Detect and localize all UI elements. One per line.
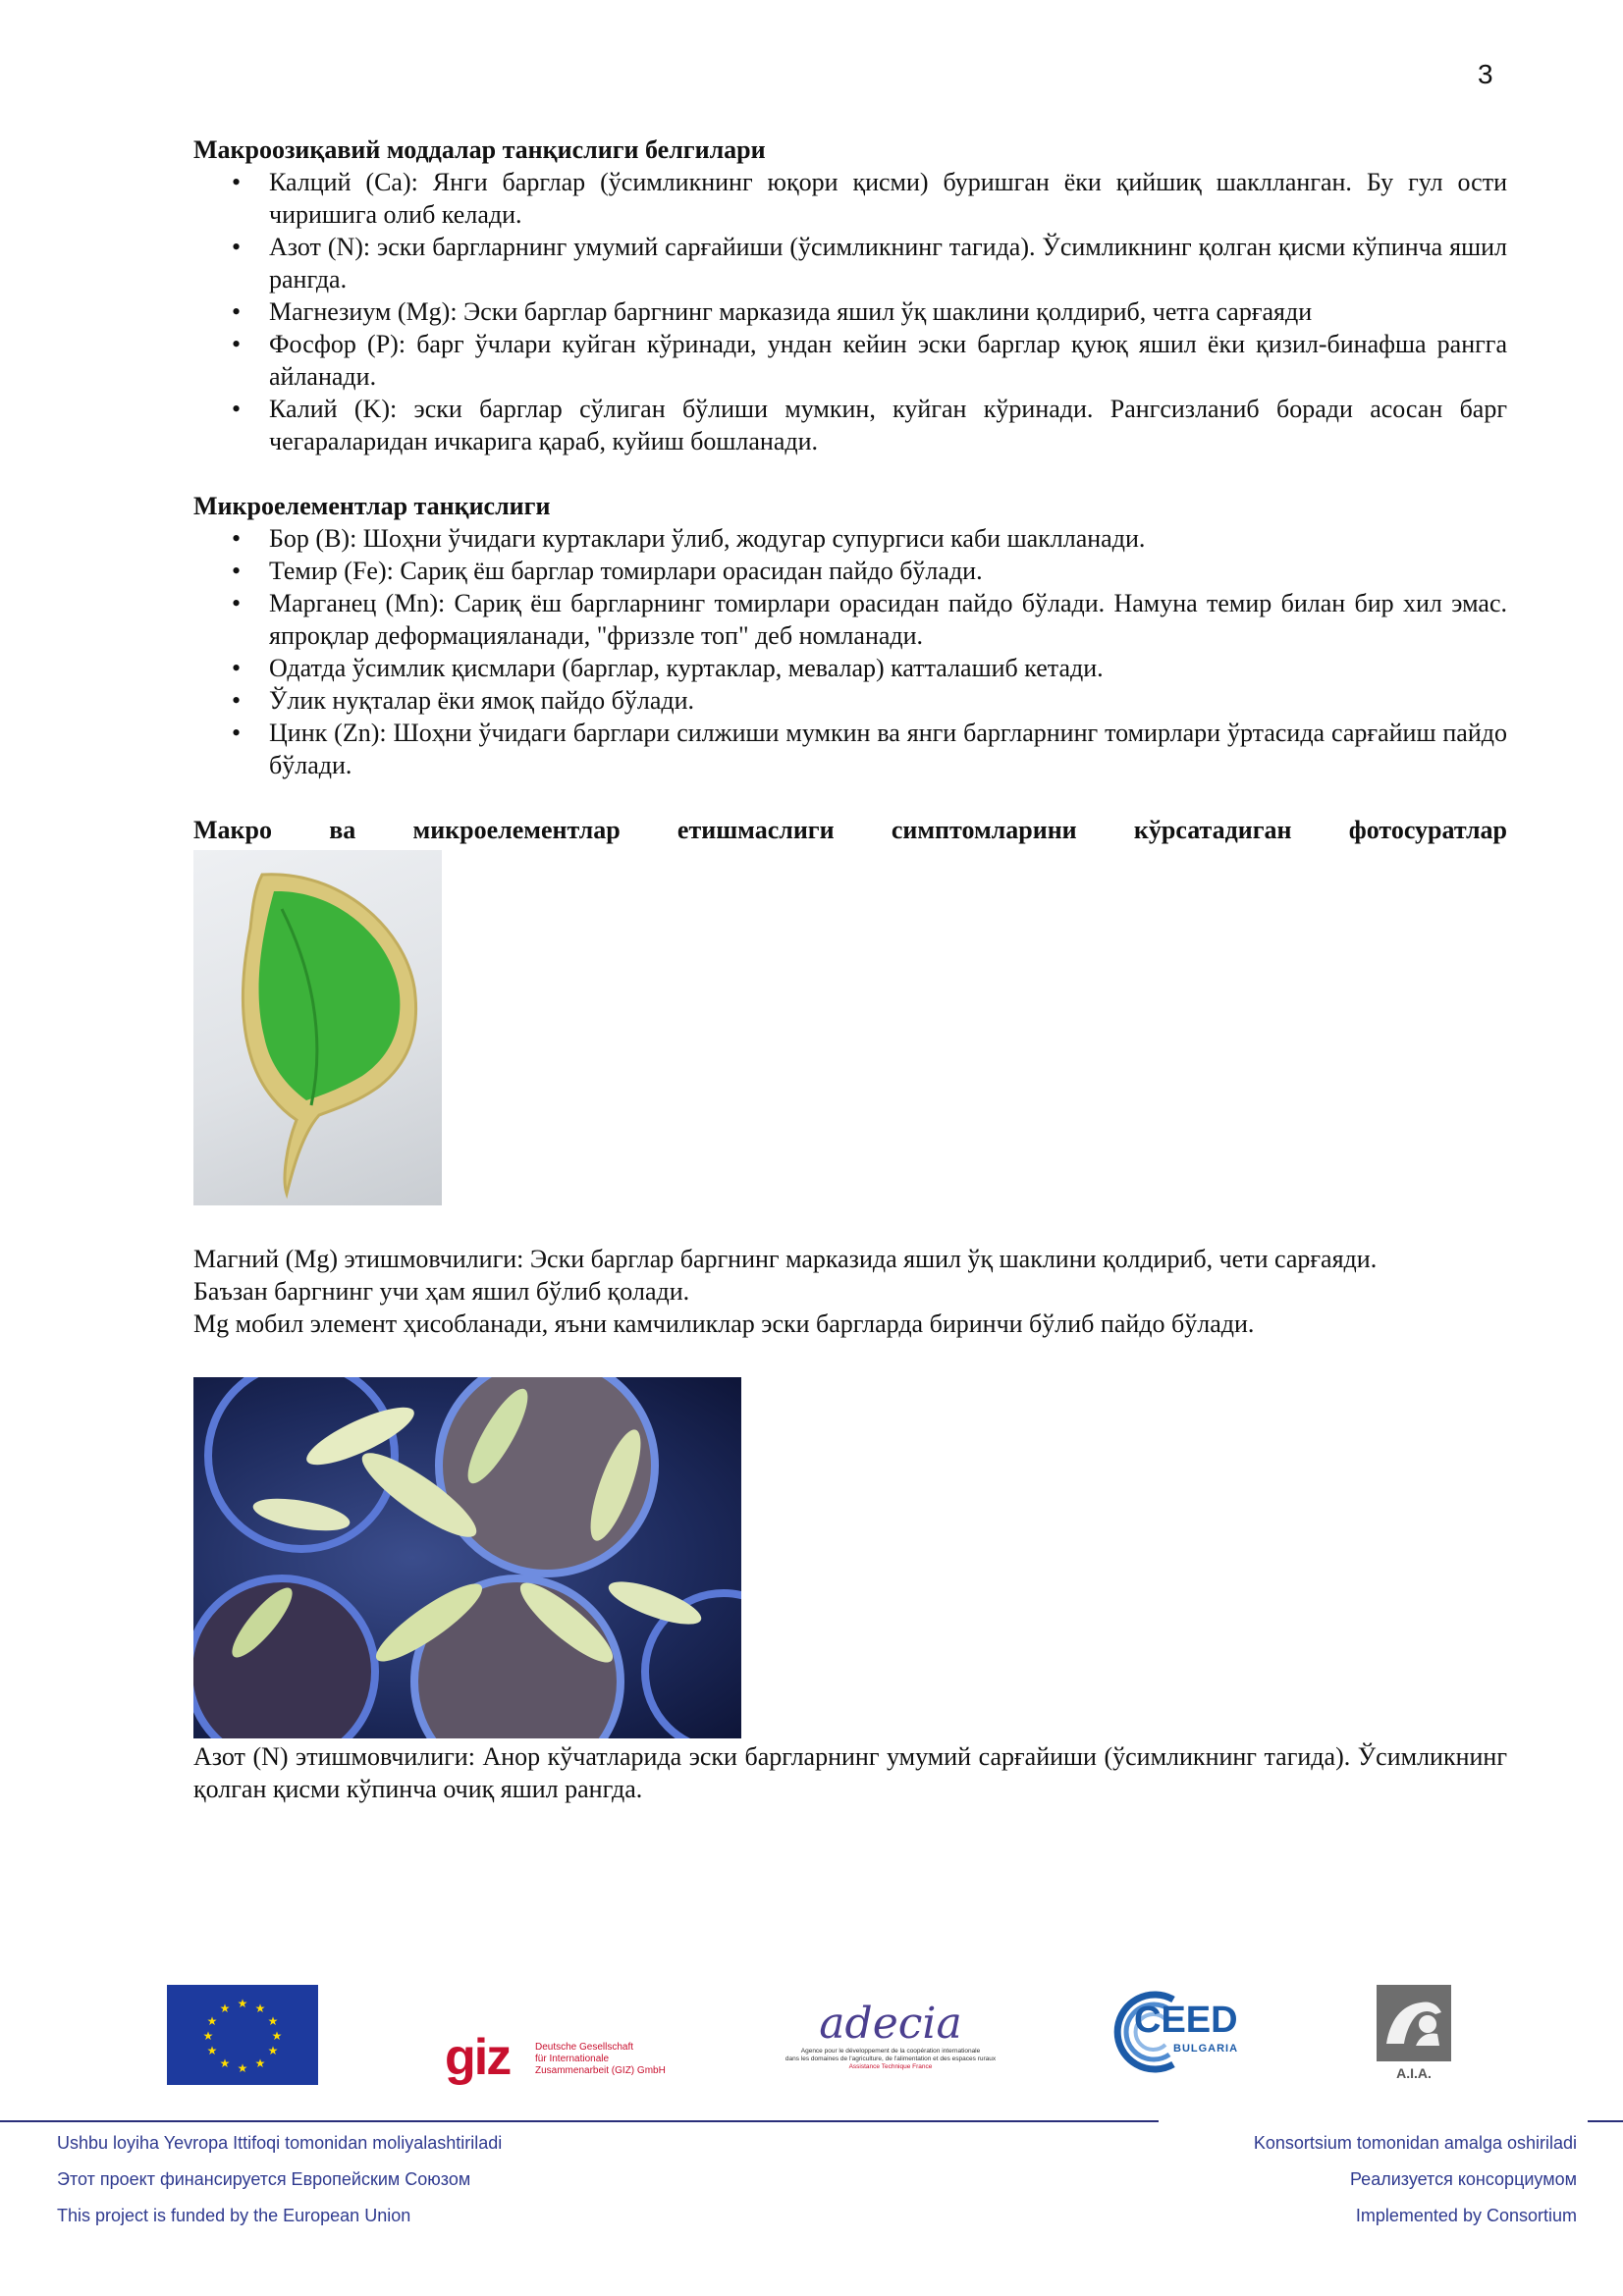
footer-divider (1588, 2120, 1623, 2122)
svg-text:★: ★ (267, 2014, 279, 2028)
page-number: 3 (1478, 59, 1493, 89)
giz-text: Deutsche Gesellschaft für Internationale Zusammenarbeit (GIZ) GmbH (535, 2042, 666, 2076)
ceed-bulgaria-logo (1105, 1988, 1271, 2076)
footer-funding (57, 2132, 502, 2241)
svg-text:★: ★ (206, 2044, 218, 2057)
list-item: • Калций (Ca): Янги барглар (ўсимликнинг юқори қисми) буришган ёки қийшиқ шаклланган. Бу гул ости чиришига олиб келади. (269, 166, 1507, 231)
svg-text:★: ★ (202, 2029, 214, 2043)
animals-icon (1377, 1985, 1451, 2061)
n-deficiency-seedlings-photo (193, 1377, 741, 1738)
footer-line: This project is funded by the European Union (57, 2206, 411, 2225)
list-item: • Азот (N): эски баргларнинг умумий сарғайиши (ўсимликнинг тагида). Ўсимликнинг қолган қисми кўпинча яшил рангда. (269, 231, 1507, 295)
list-item: • Одатда ўсимлик қисмлари (барглар, куртаклар, мевалар) катталашиб кетади. (269, 652, 1507, 684)
caption-line: Азот (N) этишмовчилиги: Анор кўчатларида эски баргларнинг умумий сарғайиши (ўсимликнинг тагида). Ўсимликнинг қолган қисми кўпинча очиқ яшил рангда. (193, 1742, 1507, 1803)
list-item: • Марганец (Mn): Сариқ ёш баргларнинг томирлари орасидан пайдо бўлади. Намуна темир билан бир хил эмас. япроқлар деформацияланади, "фриззле топ" деб номланади. (269, 587, 1507, 652)
svg-text:★: ★ (219, 2056, 231, 2070)
ceed-mark: CEED (1134, 2000, 1238, 2041)
footer-line: Этот проект финансируется Европейским Союзом (57, 2169, 471, 2189)
document-body (193, 133, 1507, 1805)
adecia-logo (758, 2001, 1023, 2089)
footer-consortium (1254, 2132, 1577, 2241)
svg-text:★: ★ (219, 2002, 231, 2015)
list-item: • Фосфор (P): барг ўчлари куйган кўринади, ундан кейин эски барглар қуюқ яшил ёки қизил-бинафша рангга айланади. (269, 328, 1507, 393)
list-item: • Калий (K): эски барглар сўлиган бўлиши мумкин, куйган кўринади. Рангсизланиб боради асосан барг чегараларидан ичкарига қараб, куйиш бошланади. (269, 393, 1507, 457)
giz-mark: giz (445, 2029, 511, 2086)
list-item: • Темир (Fe): Сариқ ёш барглар томирлари орасидан пайдо бўлади. (269, 555, 1507, 587)
svg-text:★: ★ (271, 2029, 283, 2043)
mg-caption (193, 1243, 1507, 1340)
svg-text:★: ★ (267, 2044, 279, 2057)
footer-line: Реализуется консорциумом (1349, 2169, 1577, 2189)
svg-text:★: ★ (237, 1997, 248, 2010)
adecia-text: Agence pour le développement de la coopération internationale dans les domaines de l'agriculture, de l'alimentation et des espaces ruraux Assistance Technique France (784, 2048, 997, 2070)
micro-heading: Микроелементлар танқислиги (193, 492, 551, 520)
caption-line: Mg мобил элемент ҳисобланади, яъни камчиликлар эски баргларда биринчи бўлиб пайдо бўлади. (193, 1309, 1255, 1338)
seedlings-illustration (193, 1377, 741, 1738)
photos-heading: Макро ва микроелементлар етишмаслиги симптомларини кўрсатадиган фотосуратлар (193, 816, 1507, 844)
list-item: • Бор (B): Шоҳни ўчидаги куртаклари ўлиб, жодугар супургиси каби шаклланади. (269, 522, 1507, 555)
caption-line: Баъзан баргнинг учи ҳам яшил бўлиб қолади. (193, 1277, 690, 1306)
ceed-sub: BULGARIA (1173, 2043, 1239, 2055)
svg-text:★: ★ (206, 2014, 218, 2028)
list-item: • Ўлик нуқталар ёки ямоқ пайдо бўлади. (269, 684, 1507, 717)
caption-line: Магний (Mg) этишмовчилиги: Эски барглар баргнинг марказида яшил ўқ шаклини қолдириб, чети сарғаяди. (193, 1245, 1378, 1273)
n-caption (193, 1740, 1507, 1805)
svg-text:★: ★ (254, 2002, 266, 2015)
footer-divider (0, 2120, 1159, 2122)
leaf-illustration (193, 850, 442, 1205)
footer-line: Implemented by Consortium (1355, 2206, 1577, 2225)
svg-text:★: ★ (237, 2061, 248, 2075)
adecia-mark: adecia (819, 1999, 962, 2049)
aia-logo (1377, 1985, 1451, 2085)
aia-text: A.I.A. (1396, 2065, 1432, 2081)
macro-heading: Макроозиқавий моддалар танқислиги белгилари (193, 135, 766, 164)
mg-deficiency-leaf-photo (193, 850, 442, 1205)
svg-text:★: ★ (254, 2056, 266, 2070)
list-item: • Цинк (Zn): Шоҳни ўчидаги барглари силжиши мумкин ва янги баргларнинг томирлари ўртасида сарғайиш пайдо бўлади. (269, 717, 1507, 781)
footer-line: Ushbu loyiha Yevropa Ittifoqi tomonidan moliyalashtiriladi (57, 2133, 503, 2153)
macro-list (193, 166, 1507, 457)
eu-stars-icon (167, 1985, 318, 2085)
list-item: • Магнезиум (Mg): Эски барглар баргнинг марказида яшил ўқ шаклини қолдириб, четга сарғаяди (269, 295, 1507, 328)
eu-flag-logo (167, 1985, 318, 2085)
micro-list (193, 522, 1507, 781)
aia-emblem-icon (1377, 1985, 1451, 2061)
giz-logo (445, 2029, 690, 2091)
footer-line: Konsortsium tomonidan amalga oshiriladi (1253, 2133, 1577, 2153)
